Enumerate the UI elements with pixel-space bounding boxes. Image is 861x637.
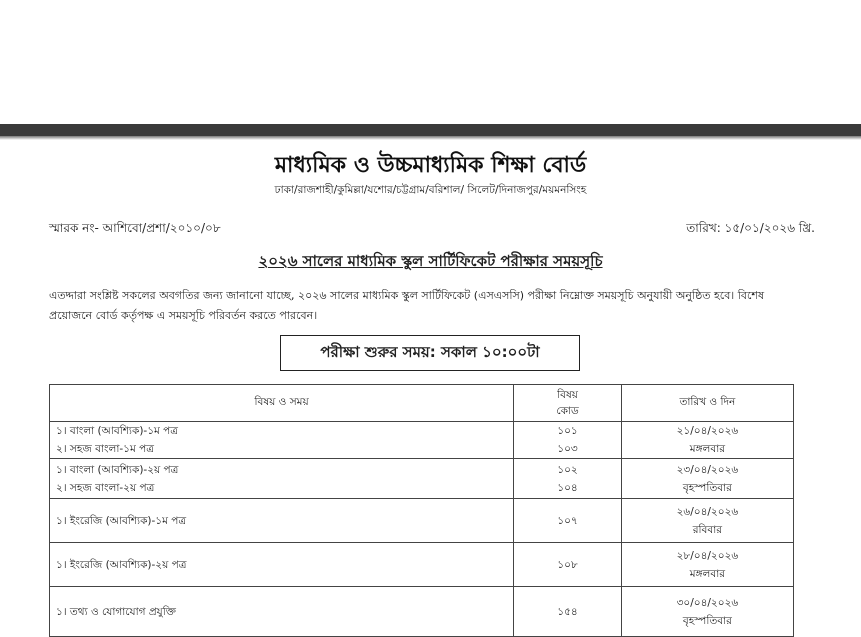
subject-code: ১০৮: [557, 558, 578, 571]
header-subject: বিষয় ও সময়: [50, 385, 514, 422]
top-dark-bar: [0, 124, 861, 136]
exam-day: মঙ্গলবার: [689, 567, 726, 580]
row-codes: [514, 422, 622, 459]
subject-item: ১। ইংরেজি (আবশ্যিক)-১ম পত্র: [56, 514, 187, 527]
row-codes: [514, 499, 622, 543]
subject-code: ১০৩: [557, 443, 578, 455]
subject-item: ১। ইংরেজি (আবশ্যিক)-২য় পত্র: [56, 558, 187, 571]
memo-number: স্মারক নং- আশিবো/প্রশা/২০১০/০৮: [49, 221, 221, 235]
board-title: মাধ্যমিক ও উচ্চমাধ্যমিক শিক্ষা বোর্ড: [274, 153, 587, 178]
row-codes: [514, 543, 622, 587]
table-row: [50, 543, 794, 587]
table-row: [50, 499, 794, 543]
subject-code: ১০৪: [557, 481, 578, 494]
memo-date: তারিখ: ১৫/০১/২০২৬ খ্রি.: [686, 221, 815, 235]
exam-date: ২১/০৪/২০২৬: [676, 425, 739, 437]
row-date: [621, 459, 793, 499]
subject-item: ২। সহজ বাংলা-১ম পত্র: [56, 443, 154, 455]
notice-title: ২০২৬ সালের মাধ্যমিক স্কুল সার্টিফিকেট পরীক্ষার সময়সূচি: [258, 252, 603, 270]
row-subjects: [50, 499, 514, 543]
subject-item: ১। বাংলা (আবশ্যিক)-১ম পত্র: [56, 425, 179, 437]
table-row: [50, 459, 794, 499]
subject-code: ১০২: [557, 463, 578, 476]
exam-date: ৩০/০৪/২০২৬: [676, 596, 739, 609]
exam-day: বৃহস্পতিবার: [682, 481, 732, 494]
table-row: [50, 587, 794, 637]
subject-code: ১৫৪: [557, 605, 578, 618]
subject-code: ১০১: [557, 425, 578, 437]
subject-item: ১। তথ্য ও যোগাযোগ প্রযুক্তি: [56, 605, 176, 618]
row-subjects: [50, 587, 514, 637]
subject-code: ১০৭: [557, 514, 578, 527]
notice-body: এতদ্দারা সংশ্লিষ্ট সকলের অবগতির জন্য জানানো যাচ্ছে, ২০২৬ সালের মাধ্যমিক স্কুল সার্টিফিকেট (এসএসসি) পরীক্ষা নিম্নোক্ত সময়সূচি অনুযায়ী অনুষ্ঠিত হবে। বিশেষ প্রয়োজনে বোর্ড কর্তৃপক্ষ এ সময়সূচি পরিবর্তন করতে পারবেন।: [49, 289, 765, 322]
exam-day: মঙ্গলবার: [689, 443, 726, 455]
row-codes: [514, 459, 622, 499]
exam-day: রবিবার: [692, 523, 723, 536]
header-code: [514, 385, 622, 422]
table-header-row: [50, 385, 794, 422]
board-subtitle: ঢাকা/রাজশাহী/কুমিল্লা/যশোর/চট্টগ্রাম/বরিশাল/ সিলেট/দিনাজপুর/ময়মনসিংহ: [274, 184, 587, 196]
header-date: তারিখ ও দিন: [621, 385, 793, 422]
row-date: [621, 422, 793, 459]
row-subjects: [50, 543, 514, 587]
subject-item: ২। সহজ বাংলা-২য় পত্র: [56, 481, 155, 494]
header-code-line1: বিষয়: [557, 389, 578, 401]
row-date: [621, 543, 793, 587]
row-codes: [514, 587, 622, 637]
exam-start-time-box: পরীক্ষা শুরুর সময়: সকাল ১০:০০টা: [280, 335, 580, 371]
table-row: [50, 422, 794, 459]
exam-day: বৃহস্পতিবার: [682, 614, 732, 627]
row-subjects: [50, 422, 514, 459]
top-bar-shadow: [0, 136, 861, 140]
exam-date: ২৬/০৪/২০২৬: [676, 505, 739, 518]
header-code-line2: কোড: [556, 405, 579, 417]
exam-date: ২৮/০৪/২০২৬: [676, 549, 739, 562]
row-subjects: [50, 459, 514, 499]
exam-date: ২৩/০৪/২০২৬: [676, 463, 739, 476]
subject-item: ১। বাংলা (আবশ্যিক)-২য় পত্র: [56, 463, 179, 476]
exam-schedule-table: [49, 384, 794, 637]
row-date: [621, 587, 793, 637]
row-date: [621, 499, 793, 543]
